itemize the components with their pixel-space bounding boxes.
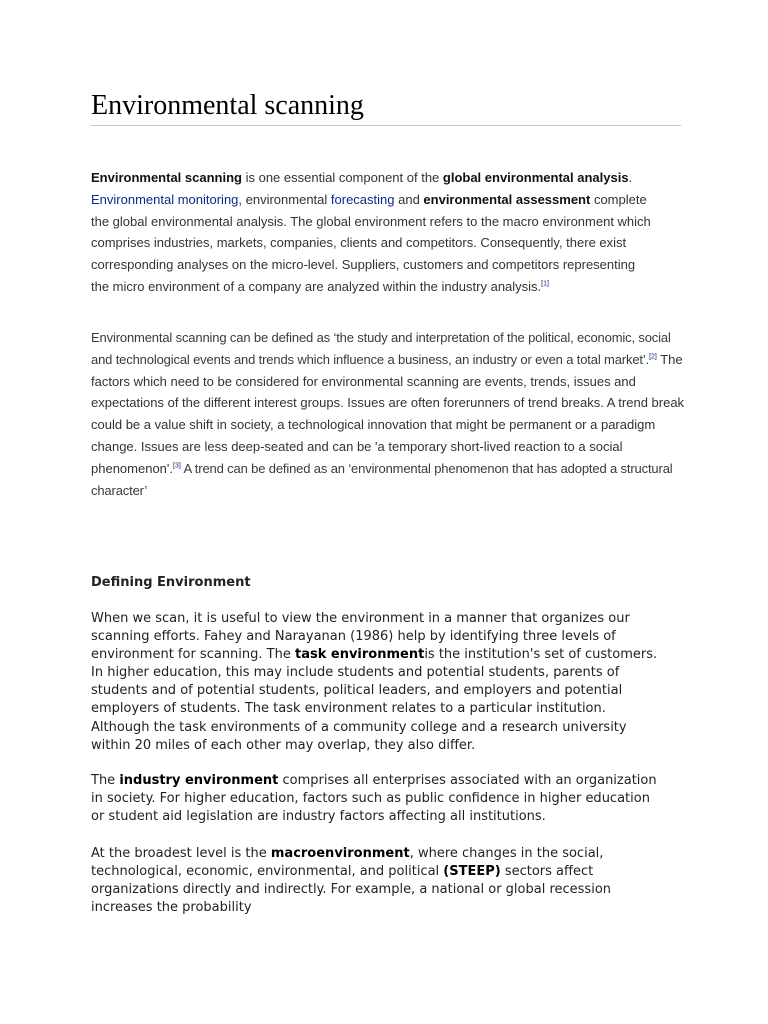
definition-paragraph bbox=[91, 327, 686, 501]
paragraph-text: comprises all enterprises associated with an organization in society. For higher education, factors such as public confidence in higher education or student aid legislation are industry factors affecting all institutions. bbox=[91, 773, 657, 825]
bold-term: macroenvironment bbox=[270, 846, 410, 861]
industry-environment-paragraph bbox=[91, 772, 661, 826]
page-title: Environmental scanning bbox=[91, 90, 364, 121]
reference-1-link[interactable]: [1] bbox=[541, 280, 549, 288]
paragraph-text: and bbox=[394, 191, 424, 207]
paragraph-text: is one essential component of the bbox=[241, 170, 443, 185]
intro-paragraph bbox=[91, 167, 651, 298]
paragraph-text: The bbox=[91, 773, 120, 788]
reference-3-link[interactable]: [3] bbox=[173, 462, 181, 470]
paragraph-text: sectors affect organizations directly and indirectly. For example, a national or global recession increases the probability bbox=[91, 864, 612, 916]
bold-term: task environment bbox=[294, 647, 425, 663]
bold-term: Environmental scanning bbox=[91, 170, 242, 185]
paragraph-text: , where changes in the social, technological, economic, environmental, and political bbox=[91, 846, 604, 880]
reference-2-link[interactable]: [2] bbox=[649, 353, 657, 361]
bold-term: (STEEP) bbox=[443, 864, 501, 880]
paragraph-text: The factors which need to be considered for environmental scanning are events, trends, issues and expectations of the different interest groups. Issues are often forerunners of trend breaks. A trend break could be a value shift in society, a technological innovation that might be permanent or a paradigm change. Issues are less deep-seated and can be 'a temporary short-lived reaction to a social phenomenon'. bbox=[91, 351, 685, 476]
title-divider bbox=[91, 125, 681, 126]
paragraph-text: is the institution's set of customers. In higher education, this may include students and potential students, parents of students and of potential students, political leaders, and employers and potential employers of students. The task environment relates to a particular institution. Although the task environments of a community college and a research university within 20 miles of each other may overlap, they also differ. bbox=[91, 647, 658, 753]
paragraph-text: . bbox=[628, 170, 633, 185]
macroenvironment-paragraph bbox=[91, 845, 671, 917]
paragraph-text: At the broadest level is the bbox=[91, 846, 271, 861]
bold-term: global environmental analysis bbox=[442, 170, 629, 185]
environmental-monitoring-link[interactable]: Environmental monitoring bbox=[91, 191, 239, 207]
forecasting-link[interactable]: forecasting bbox=[330, 191, 395, 207]
paragraph-text: When we scan, it is useful to view the environment in a manner that organizes our scanning efforts. Fahey and Narayanan (1986) help by identifying three levels of environment for scanning. The bbox=[91, 611, 630, 663]
task-environment-paragraph bbox=[91, 610, 661, 755]
section-heading: Defining Environment bbox=[91, 575, 251, 590]
bold-term: environmental assessment bbox=[423, 191, 591, 207]
paragraph-text: complete the global environmental analysis. The global environment refers to the macro environment which comprises industries, markets, companies, clients and competitors. Consequently, there exist corresponding analyses on the micro-level. Suppliers, customers and competitors representing the micro environment of a company are analyzed within the industry analysis. bbox=[91, 191, 651, 294]
paragraph-text: , environmental bbox=[238, 191, 331, 207]
bold-term: industry environment bbox=[119, 773, 279, 788]
paragraph-text: Environmental scanning can be defined as ‘the study and interpretation of the political, economic, social and technological events and trends which influence a business, an industry or even a total market’. bbox=[91, 330, 671, 367]
paragraph-text: A trend can be defined as an ‘environmental phenomenon that has adopted a structural character’ bbox=[91, 460, 673, 498]
